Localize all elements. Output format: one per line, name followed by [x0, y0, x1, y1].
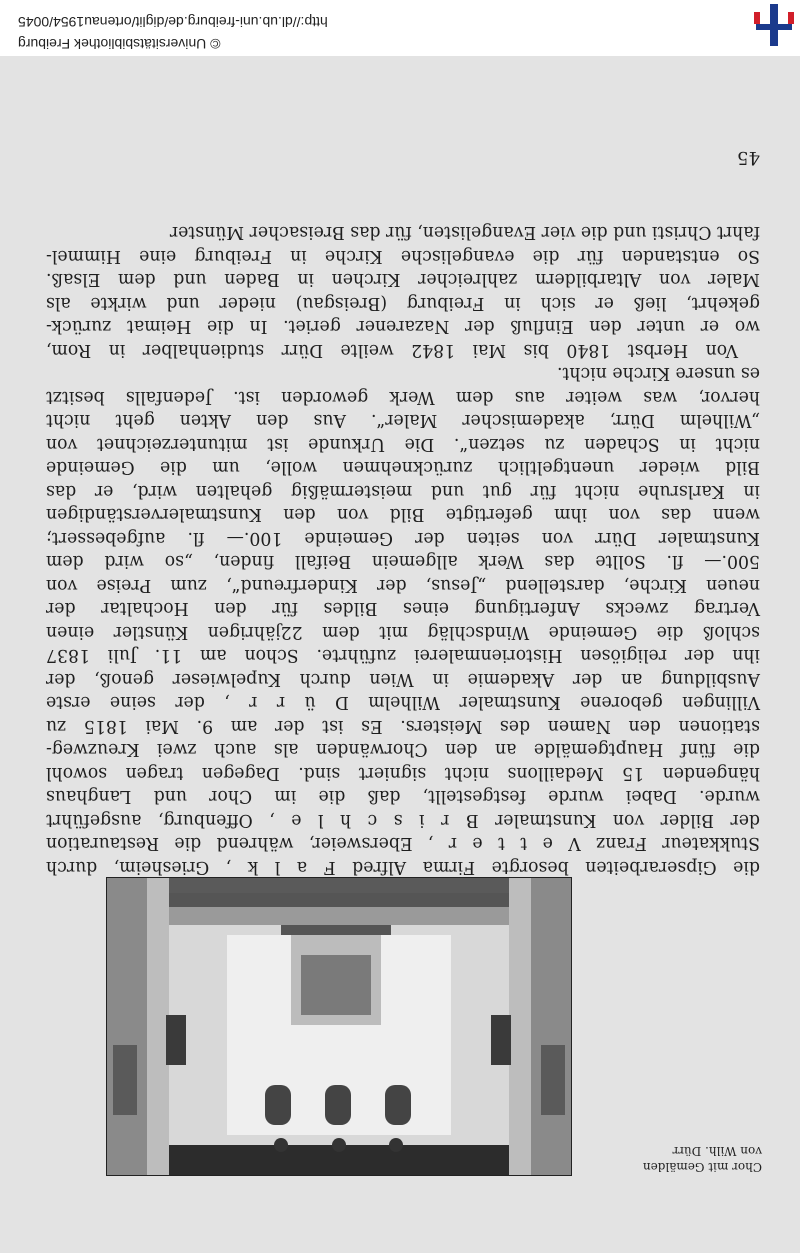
paragraph — [46, 361, 760, 878]
caption-line-1: Chor mit Gemälden — [642, 1160, 762, 1174]
text-line: Stukkateur Franz V e t t e r , Ebersweier, während die Restauration — [46, 833, 760, 854]
paragraph — [46, 220, 760, 361]
scanned-book-page — [0, 56, 800, 1253]
text-line: die fünf Hauptgemälde an den Chorwänden als auch zwei Kreuzweg- — [46, 739, 760, 760]
text-line: Von Herbst 1840 bis Mai 1842 weilte Dürr studienhalber in Rom, — [46, 340, 738, 360]
figure-caption — [602, 1143, 762, 1175]
text-line: hängenden 15 Medaillons nicht signiert sind. Dagegen tragen sowohl — [46, 763, 760, 783]
church-choir-photo — [106, 877, 572, 1176]
text-line: So entstanden für die evangelische Kirche in Freiburg eine Himmel- — [46, 246, 760, 266]
choir-photo-illustration — [107, 878, 571, 1175]
text-line: hervor, was weiter aus dem Werk geworden ist. Jedenfalls besitzt — [46, 387, 760, 407]
text-line: gekehrt, ließ er sich in Freiburg (Breisgau) nieder und wirkte als — [46, 293, 760, 313]
text-line: wo er unter den Einfluß der Nazarener geriet. In die Heimat zurück- — [46, 316, 760, 337]
text-line: nicht in Schaden zu setzen“. Die Urkunde ist mitunterzeichnet von — [46, 434, 760, 454]
body-text — [46, 220, 760, 878]
source-url[interactable]: http://dl.ub.uni-freiburg.de/diglit/ortenau1954/0045 — [18, 14, 328, 30]
text-line: Kunstmaler Dürr von seiten der Gemeinde 100.— fl. aufgebessert; — [46, 528, 760, 548]
text-line: ihn der religiösen Historienmalerei zuführte. Schon am 11. Juli 1837 — [46, 645, 760, 666]
text-line: Villingen geborene Kunstmaler Wilhelm D ü r r , der seine erste — [46, 692, 760, 713]
text-line: Vertrag zwecks Anfertigung eines Bildes für den Hochaltar der — [46, 598, 760, 619]
text-line: in Karlsruhe nicht für gut und meistermäßig gehalten wird, er das — [46, 481, 760, 501]
text-line: wenn das von ihm gefertigte Bild von den Kunstmalerverständigen — [46, 504, 760, 525]
text-line: Ausbildung an der Akademie in Wien durch Kupelwieser genoß, der — [46, 669, 760, 689]
university-logo-icon — [754, 4, 794, 46]
text-line: der Bilder von Kunstmaler B r i s c h l e , Offenburg, ausgeführt — [46, 810, 760, 830]
page-number: 45 — [737, 147, 760, 168]
text-line: fahrt Christi und die vier Evangelisten, für das Breisacher Münster — [169, 222, 760, 243]
text-line: neuen Kirche, darstellend „Jesus, der Kinderfreund“, zum Preise von — [46, 575, 760, 595]
text-line: „Wilhelm Dürr, akademischer Maler“. Aus den Akten geht nicht — [46, 410, 760, 431]
caption-line-2: von Wilh. Dürr — [672, 1144, 762, 1158]
copyright-notice: © Universitätsbibliothek Freiburg — [18, 36, 221, 52]
text-line: 500.— fl. Sollte das Werk allgemein Beifall finden, „so wird dem — [46, 551, 760, 572]
text-line: schloß die Gemeinde Windschläg mit dem 22jährigen Künstler einen — [46, 622, 760, 642]
text-line: Maler von Altarbildern zahlreicher Kirchen in Baden und dem Elsaß. — [46, 269, 760, 290]
text-line: stationen den Namen des Meisters. Es ist der am 9. Mai 1815 zu — [46, 716, 760, 736]
text-line: Bild wieder unentgeltlich zurücknehmen wolle, um die Gemeinde — [46, 457, 760, 478]
text-line: die Gipserarbeiten besorgte Firma Alfred F a l k , Griesheim, durch — [46, 857, 760, 877]
text-line: es unsere Kirche nicht. — [556, 363, 760, 384]
text-line: wurde. Dabei wurde festgestellt, daß die im Chor und Langhaus — [46, 786, 760, 807]
viewer-header — [0, 0, 800, 56]
